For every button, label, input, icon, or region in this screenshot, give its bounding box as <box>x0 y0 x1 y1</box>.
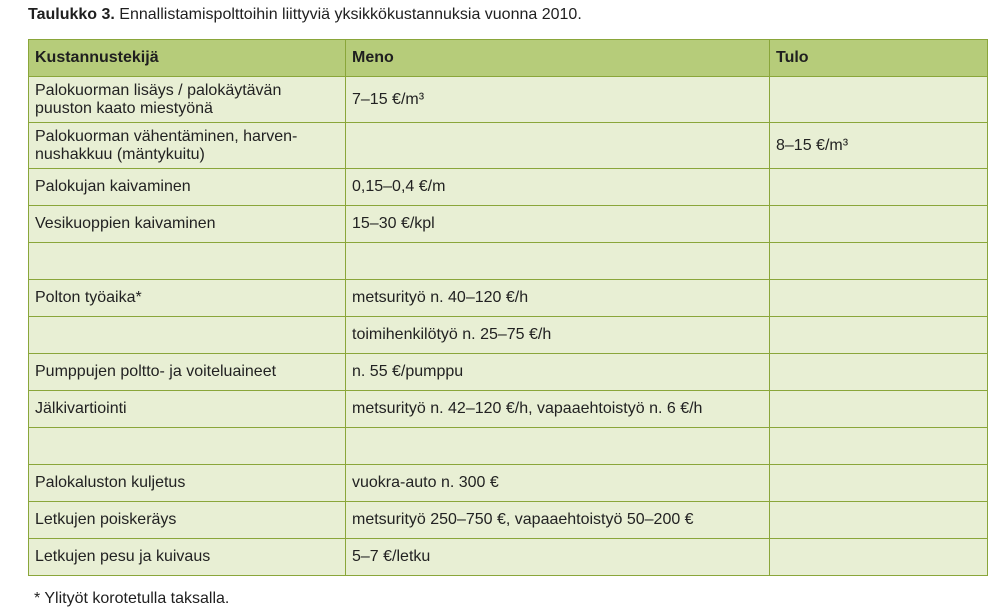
cell-income <box>770 77 988 123</box>
cell-expense: 5–7 €/letku <box>346 539 770 576</box>
caption-text: Ennallistamispolttoihin liittyviä yksikkökustannuksia vuonna 2010. <box>114 6 582 23</box>
cell-factor <box>29 317 346 354</box>
table-row <box>29 391 988 428</box>
cell-income <box>770 169 988 206</box>
table-row <box>29 317 988 354</box>
cell-factor <box>29 428 346 465</box>
cell-factor: Letkujen poiskeräys <box>29 502 346 539</box>
cell-expense: metsurityö n. 42–120 €/h, vapaaehtoistyö n. 6 €/h <box>346 391 770 428</box>
cell-income <box>770 391 988 428</box>
cell-expense <box>346 123 770 169</box>
caption-label: Taulukko 3. <box>28 6 115 23</box>
cell-expense: n. 55 €/pumppu <box>346 354 770 391</box>
cell-factor: Palokaluston kuljetus <box>29 465 346 502</box>
cell-income <box>770 317 988 354</box>
cell-income <box>770 465 988 502</box>
table-row <box>29 206 988 243</box>
table-row <box>29 539 988 576</box>
table-row <box>29 280 988 317</box>
table-row <box>29 243 988 280</box>
footnote: * Ylityöt korotetulla taksalla. <box>34 590 230 607</box>
cell-income <box>770 243 988 280</box>
cell-factor: Vesikuoppien kaivaminen <box>29 206 346 243</box>
cell-factor: Palokuorman vähentäminen, harven-nushakkuu (mäntykuitu) <box>29 123 346 169</box>
cell-expense: vuokra-auto n. 300 € <box>346 465 770 502</box>
table-row <box>29 428 988 465</box>
table-row <box>29 465 988 502</box>
table-caption <box>28 5 582 25</box>
table-row <box>29 502 988 539</box>
cell-factor: Palokuorman lisäys / palokäytävän puuston kaato miestyönä <box>29 77 346 123</box>
cost-table <box>28 39 988 576</box>
cell-income <box>770 280 988 317</box>
cell-income <box>770 502 988 539</box>
cell-income <box>770 206 988 243</box>
cell-expense <box>346 243 770 280</box>
cell-factor: Jälkivartiointi <box>29 391 346 428</box>
header-meno: Meno <box>346 40 770 77</box>
cell-factor <box>29 243 346 280</box>
table-row <box>29 77 988 123</box>
cell-income <box>770 354 988 391</box>
header-row <box>29 40 988 77</box>
cell-factor: Letkujen pesu ja kuivaus <box>29 539 346 576</box>
cell-income <box>770 428 988 465</box>
cell-expense: 7–15 €/m³ <box>346 77 770 123</box>
header-kustannustekija: Kustannustekijä <box>29 40 346 77</box>
cell-income <box>770 539 988 576</box>
table-row <box>29 169 988 206</box>
cell-expense: toimihenkilötyö n. 25–75 €/h <box>346 317 770 354</box>
cell-factor: Palokujan kaivaminen <box>29 169 346 206</box>
cell-income: 8–15 €/m³ <box>770 123 988 169</box>
cell-expense: 0,15–0,4 €/m <box>346 169 770 206</box>
cell-expense: metsurityö n. 40–120 €/h <box>346 280 770 317</box>
cell-factor: Pumppujen poltto- ja voiteluaineet <box>29 354 346 391</box>
cell-expense: 15–30 €/kpl <box>346 206 770 243</box>
cell-expense <box>346 428 770 465</box>
header-tulo: Tulo <box>770 40 988 77</box>
table-row <box>29 354 988 391</box>
cell-factor: Polton työaika* <box>29 280 346 317</box>
cell-expense: metsurityö 250–750 €, vapaaehtoistyö 50–200 € <box>346 502 770 539</box>
table-row <box>29 123 988 169</box>
